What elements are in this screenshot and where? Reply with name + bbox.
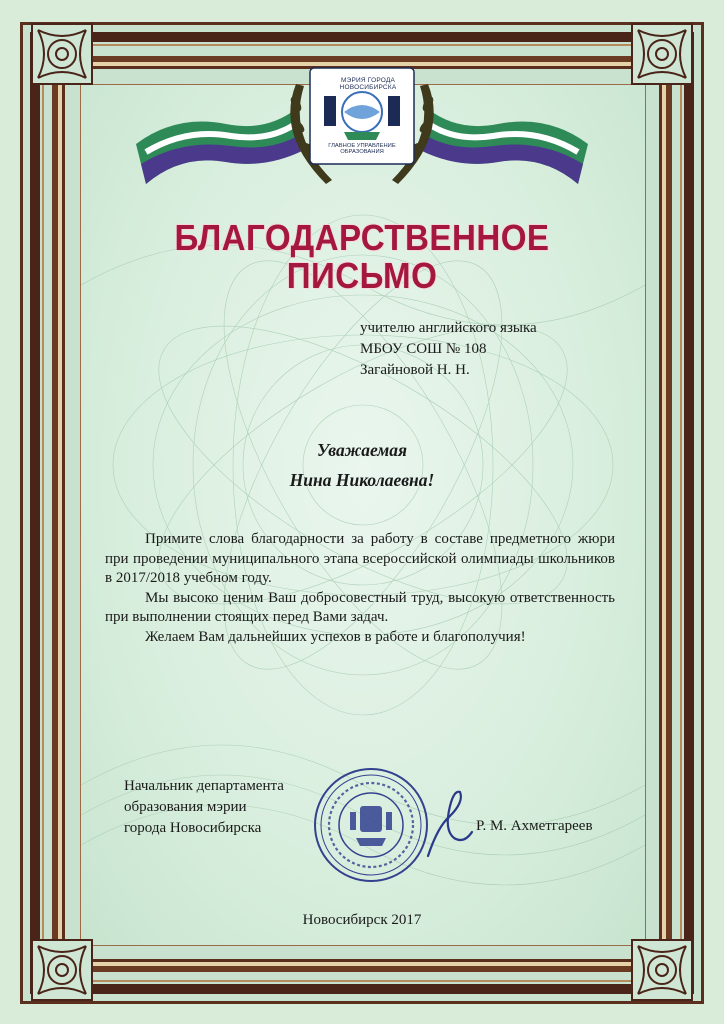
corner-ornament-icon (630, 938, 694, 1002)
city-year: Новосибирск 2017 (302, 912, 422, 928)
emblem-top-text: МЭРИЯ ГОРОДА НОВОСИБИРСКА (339, 77, 397, 91)
title-line-2: ПИСЬМО (286, 255, 438, 296)
salutation-line-1: Уважаемая (316, 440, 408, 460)
position-line: города Новосибирска (124, 820, 262, 836)
handwritten-signature-icon (420, 786, 480, 860)
education-department-emblem-icon (136, 54, 588, 194)
position-line: образования мэрии (124, 799, 247, 815)
corner-ornament-icon (630, 22, 694, 86)
signatory-name: Р. М. Ахметгареев (476, 818, 593, 834)
body-paragraph: Примите слова благодарности за работу в составе предметного жюри при проведении муниципального этапа всероссийской олимпиады школьников в 2017/2018 учебном году. (105, 531, 615, 586)
emblem-bottom-text: ГЛАВНОЕ УПРАВЛЕНИЕ ОБРАЗОВАНИЯ (328, 143, 396, 155)
corner-ornament-icon (30, 22, 94, 86)
official-seal-icon (312, 766, 430, 884)
body-paragraph: Желаем Вам дальнейших успехов в работе и благополучия! (145, 628, 526, 645)
addressee-block (360, 318, 620, 381)
addressee-line: учителю английского языка (360, 320, 537, 336)
signatory-position (124, 776, 324, 839)
corner-ornament-icon (30, 938, 94, 1002)
position-line: Начальник департамента (124, 778, 284, 794)
title-line-1: БЛАГОДАРСТВЕННОЕ (174, 217, 550, 258)
addressee-line: Загайновой Н. Н. (360, 362, 470, 378)
letter-body (105, 530, 615, 647)
salutation-line-2: Нина Николаевна! (289, 470, 435, 490)
addressee-line: МБОУ СОШ № 108 (360, 341, 487, 357)
body-paragraph: Мы высоко ценим Ваш добросовестный труд, высокую ответственность при выполнении стоящих перед Вами задач. (105, 589, 615, 625)
